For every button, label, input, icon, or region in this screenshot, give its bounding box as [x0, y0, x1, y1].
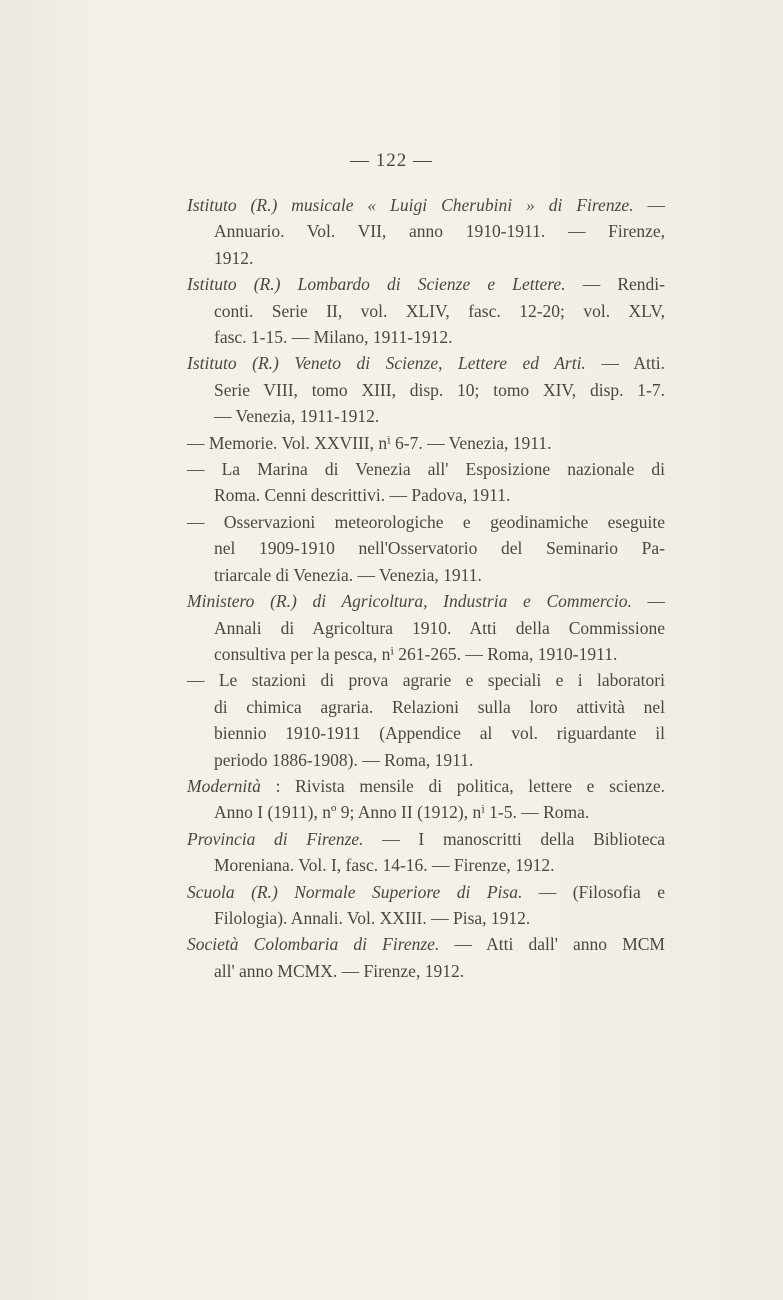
entry-line: [187, 905, 665, 931]
entry-line: [187, 773, 665, 799]
entry-text: — La Marina di Venezia all' Esposizione nazionale di: [187, 459, 665, 480]
entry-line: [187, 562, 665, 588]
entry-text: fasc. 1-15. — Milano, 1911-1912.: [214, 327, 453, 348]
entry-text: Annali di Agricoltura 1910. Atti della Commissione: [214, 617, 665, 638]
bibliography-entry: [187, 192, 665, 271]
entry-text: — Venezia, 1911-1912.: [214, 406, 380, 427]
entry-line: [187, 509, 665, 535]
entry-text: 1912.: [214, 247, 254, 268]
entry-text: — Osservazioni meteorologiche e geodinamiche eseguite: [187, 511, 665, 532]
entry-line: [187, 218, 665, 244]
entry-line: [187, 747, 665, 773]
entry-line: [187, 350, 665, 376]
entry-line: [187, 403, 665, 429]
entry-line: [187, 852, 665, 878]
entry-text: : Rivista mensile di politica, lettere e scienze.: [260, 775, 665, 796]
entry-text: —: [633, 195, 666, 215]
entry-text: consultiva per la pesca, nⁱ 261-265. — Roma, 1910-1911.: [214, 643, 618, 664]
entry-text: Annuario. Vol. VII, anno 1910-1911. — Firenze,: [214, 221, 665, 242]
entry-text: — Atti dall' anno MCM: [439, 934, 665, 955]
bibliography-entry: [187, 509, 665, 588]
entry-line: [187, 535, 665, 561]
entry-line: [187, 430, 665, 456]
bibliography-entry: [187, 931, 665, 984]
bibliography-entry: [187, 456, 665, 509]
entry-line: [187, 826, 665, 852]
page-number: — 122 —: [350, 150, 433, 171]
institution-name: Istituto (R.) musicale « Luigi Cherubini » di Firenze.: [187, 195, 634, 215]
entry-text: periodo 1886-1908). — Roma, 1911.: [214, 749, 474, 770]
entry-text: di chimica agraria. Relazioni sulla loro attività nel: [214, 696, 665, 717]
entry-line: [187, 377, 665, 403]
entry-text: Anno I (1911), nº 9; Anno II (1912), nⁱ 1-5. — Roma.: [214, 802, 590, 823]
institution-name: Istituto (R.) Veneto di Scienze, Lettere ed Arti.: [187, 353, 586, 374]
entry-text: triarcale di Venezia. — Venezia, 1911.: [214, 564, 482, 585]
bibliography-entry: [187, 879, 665, 932]
entry-line: [187, 271, 665, 297]
entry-line: [187, 456, 665, 482]
entry-line: [187, 298, 665, 324]
entry-text: — Rendi-: [565, 274, 665, 295]
entry-text: — I manoscritti della Biblioteca: [363, 828, 665, 849]
bibliography-entry: [187, 271, 665, 350]
entry-text: Roma. Cenni descrittivi. — Padova, 1911.: [214, 485, 511, 506]
entry-text: —: [631, 591, 666, 612]
entry-line: [187, 192, 665, 218]
bibliography-entry: [187, 350, 665, 429]
institution-name: Scuola (R.) Normale Superiore di Pisa.: [187, 881, 523, 902]
entry-text: — (Filosofia e: [522, 881, 665, 902]
institution-name: Istituto (R.) Lombardo di Scienze e Lettere.: [187, 274, 566, 295]
entry-line: [187, 694, 665, 720]
entry-line: [187, 324, 665, 350]
entry-text: nel 1909-1910 nell'Osservatorio del Seminario Pa-: [214, 538, 665, 559]
entry-line: [187, 482, 665, 508]
entry-text: — Atti.: [585, 353, 665, 374]
bibliography-entry: [187, 667, 665, 773]
bibliography-entry: [187, 430, 665, 456]
entry-line: [187, 615, 665, 641]
institution-name: Società Colombaria di Firenze.: [187, 934, 440, 955]
entry-line: [187, 720, 665, 746]
entry-line: [187, 799, 665, 825]
entry-line: [187, 588, 665, 614]
entry-line: [187, 245, 665, 271]
entry-line: [187, 641, 665, 667]
bibliography-list: [187, 192, 665, 984]
entry-text: — Le stazioni di prova agrarie e speciali e i laboratori: [187, 670, 665, 691]
entry-text: Serie VIII, tomo XIII, disp. 10; tomo XIV, disp. 1-7.: [214, 379, 665, 400]
entry-text: conti. Serie II, vol. XLIV, fasc. 12-20; vol. XLV,: [214, 300, 665, 321]
bibliography-entry: [187, 826, 665, 879]
entry-text: biennio 1910-1911 (Appendice al vol. riguardante il: [214, 723, 665, 744]
bibliography-entry: [187, 773, 665, 826]
institution-name: Ministero (R.) di Agricoltura, Industria e Commercio.: [187, 591, 632, 612]
entry-text: all' anno MCMX. — Firenze, 1912.: [214, 960, 465, 981]
institution-name: Provincia di Firenze.: [187, 828, 364, 849]
entry-line: [187, 931, 665, 957]
bibliography-entry: [187, 588, 665, 667]
entry-line: [187, 879, 665, 905]
entry-line: [187, 667, 665, 693]
entry-text: Filologia). Annali. Vol. XXIII. — Pisa, 1912.: [214, 907, 531, 928]
entry-line: [187, 958, 665, 984]
entry-text: Moreniana. Vol. I, fasc. 14-16. — Firenze, 1912.: [214, 855, 555, 876]
entry-text: — Memorie. Vol. XXVIII, nⁱ 6-7. — Venezia, 1911.: [187, 432, 552, 453]
institution-name: Modernità: [187, 775, 261, 796]
